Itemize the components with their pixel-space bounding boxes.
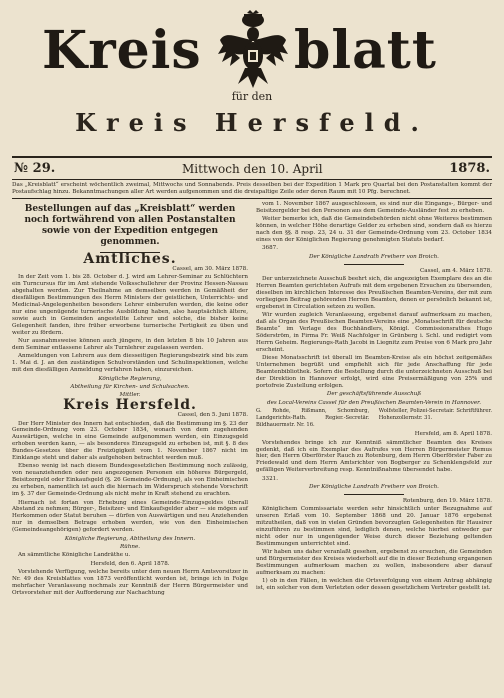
dateline-item: Hersfeld, den 6. April 1878. xyxy=(90,560,170,567)
masthead-title-left: Kreis xyxy=(42,20,202,81)
article-paragraph: Der Herr Minister des Innern hat entschieden, daß die Bestimmung im §. 23 der Gemeinde-Ordnung vom 23. October 1834, wonach von dem zugehenden Auswärtigen, welche in eine Gemeinde aufgenommen werden, ein Einzugsgeld erhoben werden kann, — als besonderes Einzugsgeld zu erheben ist, mit §. 8 des Bundes-Gesetzes über die Freizügigkeit vom 1. November 1867 nicht im Einklange steht und daher als aufgehoben betrachtet werden muß. xyxy=(12,420,248,462)
article-paragraph: Wir haben uns daher veranlaßt gesehen, ergebenst zu ersuchen, die Gemeinden und Bürgermeister des Kreises wiederholt auf die in dieser Beziehung ergangenen Bestimmungen aufmerksam machen zu wollen, insbesondere aber darauf aufmerksam zu machen: xyxy=(256,549,492,576)
dateline xyxy=(12,158,492,179)
dateline-item: Cassel, am 30. März 1878. xyxy=(172,265,248,272)
masthead-kreis: Kreis Hersfeld. xyxy=(75,108,429,137)
right-column xyxy=(256,201,492,598)
article-paragraph: Ebenso wenig ist nach diesem Bundesgesetzlichen Bestimmung noch zulässig, von neuanziehenden oder neu angezogenen Personen ein höheres Bürgergeld, Beisitzergeld oder Einkaufsgeld (§. 26 Gemeinde-Ordnung), als von Einheimischen zu erheben, namentlich ist auch die hiernach im Widerspruch stehende Vorschrift im §. 37 der Gemeinde-Ordnung als nicht mehr in Kraft stehend zu erachten. xyxy=(12,463,248,498)
dateline-item: Cassel, am 4. März 1878. xyxy=(419,267,492,274)
reference-number: 3687. xyxy=(262,245,279,252)
signature: Der Königliche Landrath Freiherr von Broich. xyxy=(309,253,439,260)
article-paragraph: vom 1. November 1867 ausgeschlossen, es sind nur die Eingangs-, Bürger- und Beisitzergelder bei den Personen aus dem Gemeinde-Ausländer fest zu erheben. xyxy=(256,201,492,214)
masthead xyxy=(12,6,492,156)
divider xyxy=(344,494,404,495)
article-paragraph: Königlichem Commissariate werden sehr hinsichtlich unter Bezugnahme auf unseren Erlaß vom 10. September 1868 und 20. Januar 1876 ergebenst mitzutheilen, daß von in vielen Gründen bevorzugten Gelegenheiten für Hausirer einzuführen zu bestimmen sind, lediglich denen, welche hierbei entweder gar nicht oder nur in ungenügender Weise durch dieser Beziehung geltenden Bestimmungen unterrichtet sind. xyxy=(256,506,492,547)
article-paragraph: In der Zeit vom 1. bis 28. October d. J. wird am Lehrer-Seminar zu Schlüchtern ein Turncursus für im Amt stehende Volksschullehrer der Provinz Hessen-Nassau abgehalten werden. Zur Theilnahme an demselben werden in Gemäßheit der diesfälligen Bestimmungen des Herrn Ministers der geistlichen, Unterrichts- und Medicinal-Angelegenheiten besonders Lehrer einberufen werden, die keine oder nur eine ungenügende turnerische Ausbildung haben, also hauptsächlich ältere, sowie auch in Gemeinden angestellte Lehrer und solche, die bisher keine Gelegenheit fanden, ihre früher erworbene turnerische Fertigkeit zu üben und weiter zu fördern. xyxy=(12,274,248,336)
issue-date: Mittwoch den 10. April xyxy=(182,161,323,176)
article-paragraph: Vorstehende Verfügung, welche bereits unter dem neuen Herrn Amtsvorsitzer in Nr. 49 des Kreisblattes von 1873 veröffentlicht worden ist, bringe ich in Folge mehrfacher Veranlassung nochmals zur Kenntniß der Herrn Bürgermeister und Ortsvorsteher mit der Aufforderung zur Nachachtung xyxy=(12,569,248,596)
section-heading-official: Amtliches. xyxy=(83,251,177,267)
columns xyxy=(12,201,492,598)
addressee: An sämmtliche Königliche Landräthe u. xyxy=(18,552,131,559)
article-paragraph: Weiter bemerke ich, daß die Gemeindebehörden nicht ohne Weiteres bestimmen können, in welcher Höhe derartige Gelder zu erheben sind, sondern daß es hierzu nach den §§. 8 resp. 23, 24 u. 31 der Gemeinde-Ordnung vom 23. October 1834 eines von der Königlichen Regierung genehmigten Statuts bedarf. xyxy=(256,216,492,244)
signature: Rühne. xyxy=(119,543,141,550)
issue-number: № 29. xyxy=(14,161,56,176)
committee-table xyxy=(256,408,492,429)
dateline-item: Cassel, den 5. Juni 1878. xyxy=(177,412,248,419)
article-paragraph: Vorstehendes bringe ich zur Kenntniß sämmtlicher Beamten des Kreises gedenkt, daß ich ein Exemplar des Aufrufes von Herren Bürgermeister Remus hier, den Herrn Oberförster Rauch zu Rotenburg, dem Herrn Oberförster Faber zu Friedewald und dem Herrn Amtsrichter von Bogberger zu Schenklengsfeld zur gefälligen Weiterverbreitung resp. Kenntnißnahme übersendet habe. xyxy=(256,439,492,474)
issue-year: 1878. xyxy=(449,161,490,176)
notice-rule xyxy=(12,198,492,199)
order-banner: Bestellungen auf das „Kreisblatt“ werden noch fortwährend von allen Postanstalten sowie von der Expedition entgegen genommen. xyxy=(24,204,236,247)
article-paragraph: Diese Monatsschrift ist überall im Beamten-Kreise als ein höchst zeitgemäßes Unternehmen begrüßt und empfiehlt sich für jede Anschaffung für jede Beamtenbibliothek. Sofern die Bestellung durch die unterzeichneten Ausschuß bei der Direktion in Hannover erfolgt, wird eine Preisermäßigung von 25% und portofreie Zustellung erfolgen. xyxy=(256,355,492,389)
signature: Königliche Regierung, Abtheilung des Innern. xyxy=(64,535,196,542)
article-paragraph: Der unterzeichnete Ausschuß beehrt sich, die angezeigten Exemplare des an die Herren Beamten gerichteten Aufrufs mit dem ergebenen Ersuchen zu übersenden, dieselben im kirchlichen Interesse des Preußischen Beamten-Vereins, der mit zum vorliegigen Beitrag gehörenden Herren Beamten, denen er persönlich bekannt ist, ergebenst in Circulation setzen zu wollen. xyxy=(256,276,492,310)
signature: Der geschäftsführende Ausschuß xyxy=(326,391,422,398)
article-paragraph: Hiernach ist fortan von Erhebung eines Gemeinde-Einzugsgeldes überall Abstand zu nehmen; Bürger-, Beisitzer- und Einkaufsgelder aber — sie mögen auf Herkommen oder Statut beruhen — dürfen von Auswärtigen und neu Anziehenden nur in demselben Betrage erhoben werden, wie von den Einheimischen (Gemeindeangehörigen) gefordert werden. xyxy=(12,499,248,534)
signature: Königliche Regierung, xyxy=(98,375,162,382)
section-heading-kreis: Kreis Hersfeld. xyxy=(63,397,197,414)
committee-right: Wolfsteller, Polizei-Secretair. Schriftführer. Hohenzollernstr. 31. xyxy=(378,408,492,422)
masthead-title-right: blatt xyxy=(294,20,437,81)
dateline-item: Rotenburg, den 19. März 1878. xyxy=(402,497,492,504)
signature: des Local-Vereins Cassel für den Preußischen Beamten-Verein in Hannover. xyxy=(267,399,481,406)
signature: Mittler. xyxy=(119,392,141,399)
left-column xyxy=(12,201,248,598)
subscription-notice: Das „Kreisblatt“ erscheint wöchentlich zweimal, Mittwochs und Sonnabends. Preis desselben bei der Expedition 1 Mark pro Quartal bei den Postanstalten kommt der Postaufschlag hinzu. Bekanntmachungen aller Art werden aufgenommen und die dreispaltige Zeile oder deren Raum mit 10 Pfg. berechnet. xyxy=(12,182,492,195)
committee-left: G. Rohde, Rißmann, Schomburg, Landgerichts-Rath. Regier.-Secretär. Bildhauermstr. Nr. 16. xyxy=(256,408,370,429)
signature: Der Königliche Landrath Freiherr von Broich. xyxy=(309,484,439,491)
masthead-fuer: für den xyxy=(231,90,273,103)
divider xyxy=(344,264,404,265)
article-paragraph: Wir wurden zugleich Veranlassung, ergebenst darauf aufmerksam zu machen, daß als Organ des Preußischen Beamten-Vereins eine „Monatsschrift für deutsche Beamte“ im Verlage des Buchhändlers, Königl. Commissionsrathes Hugo Söderström, in Firma Fr. Weiß Nachfolger in Grünberg i. Schl. und redigirt vom Herrn Geheim. Regierungs-Rath Jacobi in Liegnitz zum Preise von 6 Mark pro Jahr erscheint. xyxy=(256,312,492,353)
reference-number: 3321. xyxy=(262,475,279,482)
article-paragraph: Anmeldungen von Lehrern aus dem diesseitigen Regierungsbezirk sind bis zum 1. Mai d. J. an den zuständigen Schulvorständen und Schulinspektionen, welche mit den diesfälligen Anmeldung verfahren haben, einzureichen. xyxy=(12,353,248,374)
article-paragraph: 1) ob in den Fällen, in welchen die Ortsverfolgung von einem Antrag abhängig ist, ein solcher von dem Verletzten oder dessen gesetzlichem Vertreter gestellt ist. xyxy=(256,578,492,592)
signature: Abtheilung für Kirchen- und Schulsachen. xyxy=(70,383,190,390)
eagle-crest-icon xyxy=(218,10,288,88)
article-paragraph: Nur ausnahmsweise können auch jüngere, in den letzten 8 bis 10 Jahren aus dem Seminar entlassene Lehrer als Turnlehrer zugelassen werden. xyxy=(12,337,248,351)
dateline-item: Hersfeld, am 8. April 1878. xyxy=(414,431,492,438)
